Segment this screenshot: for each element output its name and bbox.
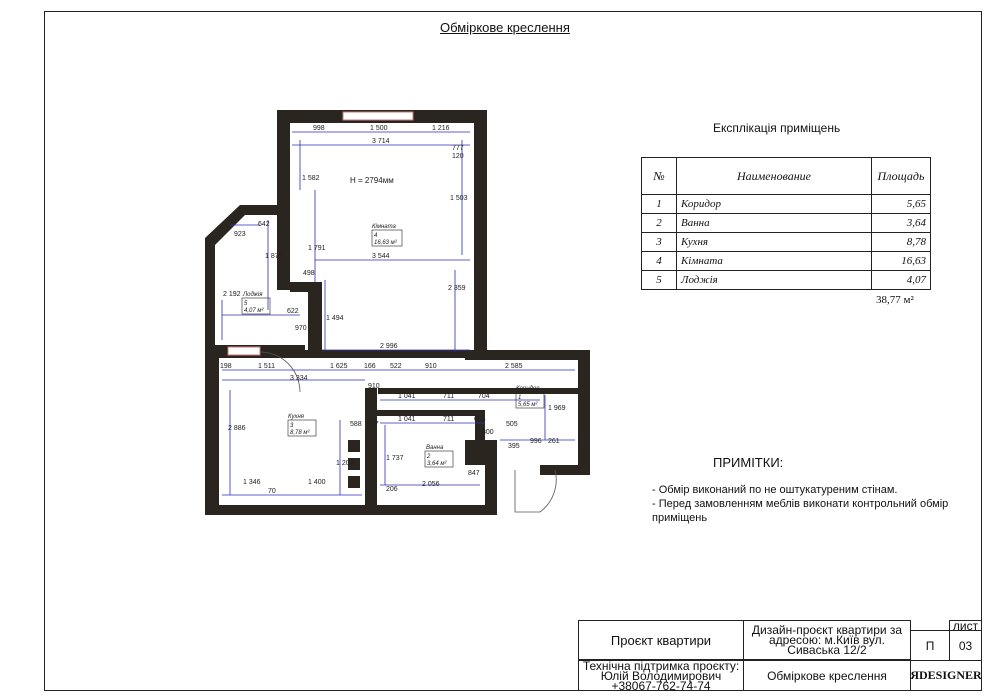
- room-area: 4,07 м²: [244, 308, 264, 314]
- table-row: [642, 214, 931, 233]
- dim-label: 1 346: [243, 479, 261, 486]
- row-name: Коридор: [677, 195, 872, 214]
- title-block: [578, 620, 982, 691]
- header-number: №: [642, 158, 677, 195]
- row-name: Лоджія: [677, 271, 872, 290]
- dim-label: 622: [287, 308, 299, 315]
- row-number: 2: [642, 214, 677, 233]
- dim-label: 198: [220, 363, 232, 370]
- designer-logo: ЯDESIGNER: [910, 660, 982, 691]
- height-label: H = 2794мм: [350, 176, 394, 185]
- sheet-label: лист: [949, 620, 982, 631]
- header-area: Площадь: [872, 158, 931, 195]
- row-number: 5: [642, 271, 677, 290]
- dim-label: 395: [508, 443, 520, 450]
- dim-label: 970: [295, 325, 307, 332]
- room-name: Коридор: [516, 386, 540, 392]
- row-name: Ванна: [677, 214, 872, 233]
- row-number: 4: [642, 252, 677, 271]
- dim-label: 704: [478, 393, 490, 400]
- dim-label: 1 503: [450, 195, 468, 202]
- note-item: - Перед замовленням меблів виконати контрольний обмір приміщень: [652, 498, 949, 524]
- row-name: Кухня: [677, 233, 872, 252]
- dim-label: 642: [258, 221, 270, 228]
- address-text: Дизайн-проєкт квартири за адресою: м.Київ вул. Сиваська 12/2: [743, 620, 911, 660]
- dim-label: 2 192: [223, 291, 241, 298]
- dim-label: 1 969: [548, 405, 566, 412]
- page-title: Обміркове креслення: [440, 20, 570, 35]
- dim-label: 1 203: [336, 460, 354, 467]
- dim-label: 3 714: [372, 138, 390, 145]
- room-num: 3: [290, 423, 294, 429]
- dim-label: 1 041: [398, 416, 416, 423]
- dim-label: 996: [530, 438, 542, 445]
- sheet-number: 03: [949, 630, 982, 661]
- dim-label: 1 737: [386, 455, 404, 462]
- dim-label: 206: [386, 486, 398, 493]
- drawing-name: Обміркове креслення: [743, 660, 911, 691]
- total-area: 38,77 м²: [876, 294, 914, 306]
- dim-label: 800: [482, 429, 494, 436]
- support-title: Технічна підтримка проєкту:: [582, 658, 740, 673]
- room-area: 8,78 м²: [290, 430, 310, 436]
- dim-label: 2 359: [448, 285, 466, 292]
- table-row: [642, 271, 931, 290]
- dim-label: 1 875: [265, 253, 283, 260]
- room-num: 5: [244, 301, 248, 307]
- row-name: Кімната: [677, 252, 872, 271]
- room-name: Лоджія: [243, 292, 263, 298]
- notes-title: ПРИМІТКИ:: [713, 455, 784, 470]
- room-name: Кухня: [288, 414, 304, 420]
- note-item: - Обмір виконаний по не оштукатуреним стінам.: [652, 484, 898, 496]
- row-number: 1: [642, 195, 677, 214]
- room-area: 5,65 м²: [518, 402, 538, 408]
- room-name: Кімната: [372, 224, 396, 230]
- table-row: [642, 195, 931, 214]
- table-row: [642, 252, 931, 271]
- room-num: 1: [518, 395, 522, 401]
- dimension-lines: [222, 132, 575, 495]
- dim-label: 910: [425, 363, 437, 370]
- dim-label: 70: [268, 488, 276, 495]
- dim-label: 777: [452, 145, 464, 152]
- project-title: Проєкт квартири: [578, 620, 744, 660]
- dim-label: 166: [364, 363, 376, 370]
- dim-label: 1 500: [370, 125, 388, 132]
- explication-title: Експлікація приміщень: [713, 121, 841, 135]
- dim-label: 998: [313, 125, 325, 132]
- room-num: 2: [427, 454, 431, 460]
- room-name: Ванна: [426, 445, 444, 451]
- dim-label: 522: [390, 363, 402, 370]
- stage-code: П: [910, 630, 950, 661]
- room-area: 3,64 м²: [427, 461, 447, 467]
- dim-label: 1 582: [302, 175, 320, 182]
- dim-label: 1 511: [258, 363, 275, 370]
- row-area: 16,63: [872, 252, 931, 271]
- support-phone: +38067-762-74-74: [611, 678, 711, 693]
- dim-label: 588: [350, 421, 362, 428]
- dim-label: 711: [443, 416, 455, 423]
- dim-label: 2 886: [228, 425, 246, 432]
- dim-label: 261: [548, 438, 560, 445]
- row-number: 3: [642, 233, 677, 252]
- explication-table: [641, 157, 931, 290]
- room-num: 4: [374, 233, 378, 239]
- dim-label: 2 996: [380, 343, 398, 350]
- dim-label: 923: [234, 231, 246, 238]
- dim-label: 1 041: [398, 393, 416, 400]
- dim-label: 604: [474, 416, 486, 423]
- dim-label: 120: [452, 153, 464, 160]
- table-header-row: [642, 158, 931, 195]
- support-name: Юлій Володимирович: [600, 668, 722, 683]
- dim-label: 910: [368, 383, 380, 390]
- dim-label: 505: [506, 421, 518, 428]
- row-area: 8,78: [872, 233, 931, 252]
- table-row: [642, 233, 931, 252]
- row-area: 4,07: [872, 271, 931, 290]
- dim-label: 1 625: [330, 363, 348, 370]
- support-block: [578, 660, 744, 691]
- dim-label: 3 334: [290, 375, 308, 382]
- dim-label: 2 056: [422, 481, 440, 488]
- dim-label: 597: [367, 421, 379, 428]
- dim-label: 1 791: [308, 245, 326, 252]
- dim-label: 3 544: [372, 253, 390, 260]
- dim-label: 1 494: [326, 315, 344, 322]
- row-area: 3,64: [872, 214, 931, 233]
- dim-label: 2 585: [505, 363, 523, 370]
- row-area: 5,65: [872, 195, 931, 214]
- dim-label: 1 400: [308, 479, 326, 486]
- room-area: 16,63 м²: [374, 240, 397, 246]
- dim-label: 498: [303, 270, 315, 277]
- header-name: Наименование: [677, 158, 872, 195]
- dim-label: 1 216: [432, 125, 450, 132]
- dim-label: 847: [468, 470, 480, 477]
- dim-label: 711: [443, 393, 455, 400]
